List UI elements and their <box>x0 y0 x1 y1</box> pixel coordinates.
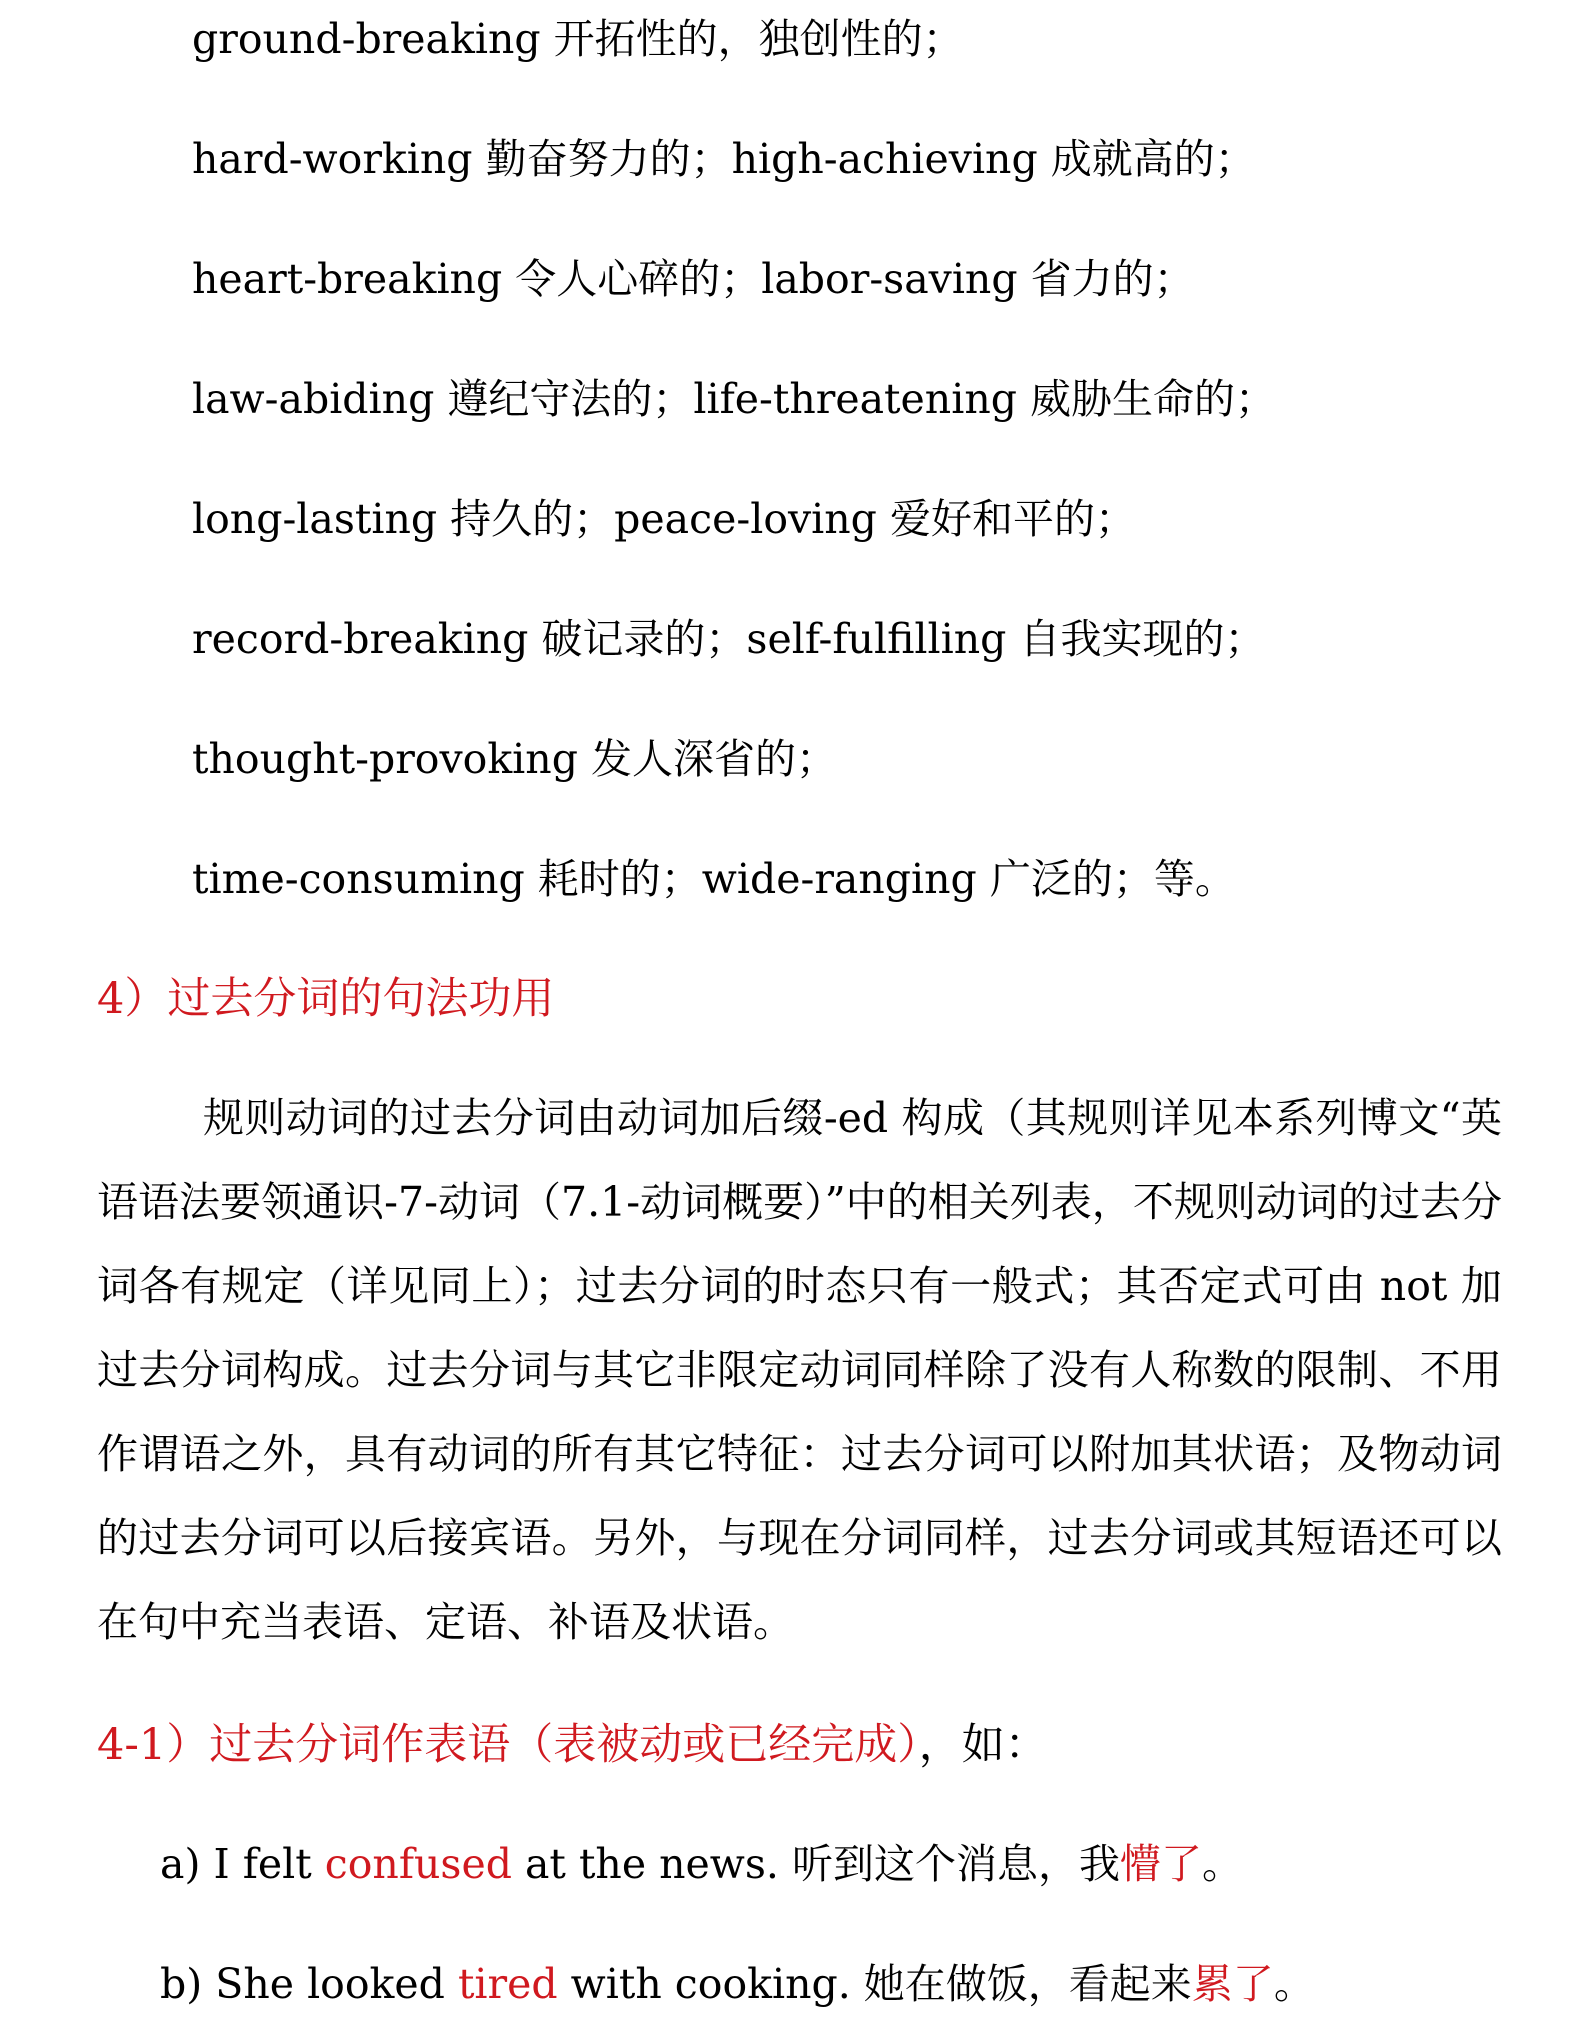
example-b <box>160 1956 1315 2012</box>
example-b-highlight: tired <box>457 1960 558 2008</box>
section-heading: 4）过去分词的句法功用 <box>97 974 555 1024</box>
subsection-heading-red: 4-1）过去分词作表语（表被动或已经完成） <box>97 1720 919 1770</box>
vocab-line-hard-working: hard-working 勤奋努力的；high-achieving 成就高的； <box>192 135 1256 183</box>
example-a-before: a) I felt <box>160 1840 325 1888</box>
vocab-line-time-consuming: time-consuming 耗时的；wide-ranging 广泛的；等。 <box>192 855 1236 903</box>
vocab-line-thought-provoking: thought-provoking 发人深省的； <box>192 735 837 783</box>
example-a-highlight-cn: 懵了 <box>1120 1840 1202 1888</box>
subsection-heading-suffix: ，如： <box>918 1720 1048 1770</box>
example-a-middle: at the news. 听到这个消息，我 <box>511 1840 1120 1888</box>
example-b-end: 。 <box>1273 1960 1315 2008</box>
example-b-before: b) She looked <box>160 1960 458 2008</box>
example-a <box>160 1836 1243 1892</box>
example-a-end: 。 <box>1202 1840 1243 1888</box>
subsection-heading <box>97 1716 1048 1774</box>
vocab-line-ground-breaking: ground-breaking 开拓性的，独创性的； <box>192 15 964 63</box>
body-paragraph: 规则动词的过去分词由动词加后缀-ed 构成（其规则详见本系列博文“英语语法要领通识-7-动词（7.1-动词概要）”中的相关列表，不规则动词的过去分词各有规定（详见同上）；过去分词的时态只有一般式；其否定式可由 not 加过去分词构成。过去分词与其它非限定动词同样除了没有人称数的限制、不用作谓语之外，具有动词的所有其它特征：过去分词可以附加其状语；及物动词的过去分词可以后接宾语。另外，与现在分词同样，过去分词或其短语还可以在句中充当表语、定语、补语及状语。 <box>97 1094 1502 1646</box>
example-a-highlight: confused <box>324 1840 512 1888</box>
vocab-line-record-breaking: record-breaking 破记录的；self-fulfilling 自我实现的； <box>192 615 1266 663</box>
vocab-line-long-lasting: long-lasting 持久的；peace-loving 爱好和平的； <box>192 495 1136 543</box>
example-b-highlight-cn: 累了 <box>1191 1960 1274 2008</box>
example-b-middle: with cooking. 她在做饭，看起来 <box>557 1960 1192 2008</box>
vocab-line-law-abiding: law-abiding 遵纪守法的；life-threatening 威胁生命的； <box>192 375 1276 423</box>
vocab-line-heart-breaking: heart-breaking 令人心碎的；labor-saving 省力的； <box>192 255 1195 303</box>
